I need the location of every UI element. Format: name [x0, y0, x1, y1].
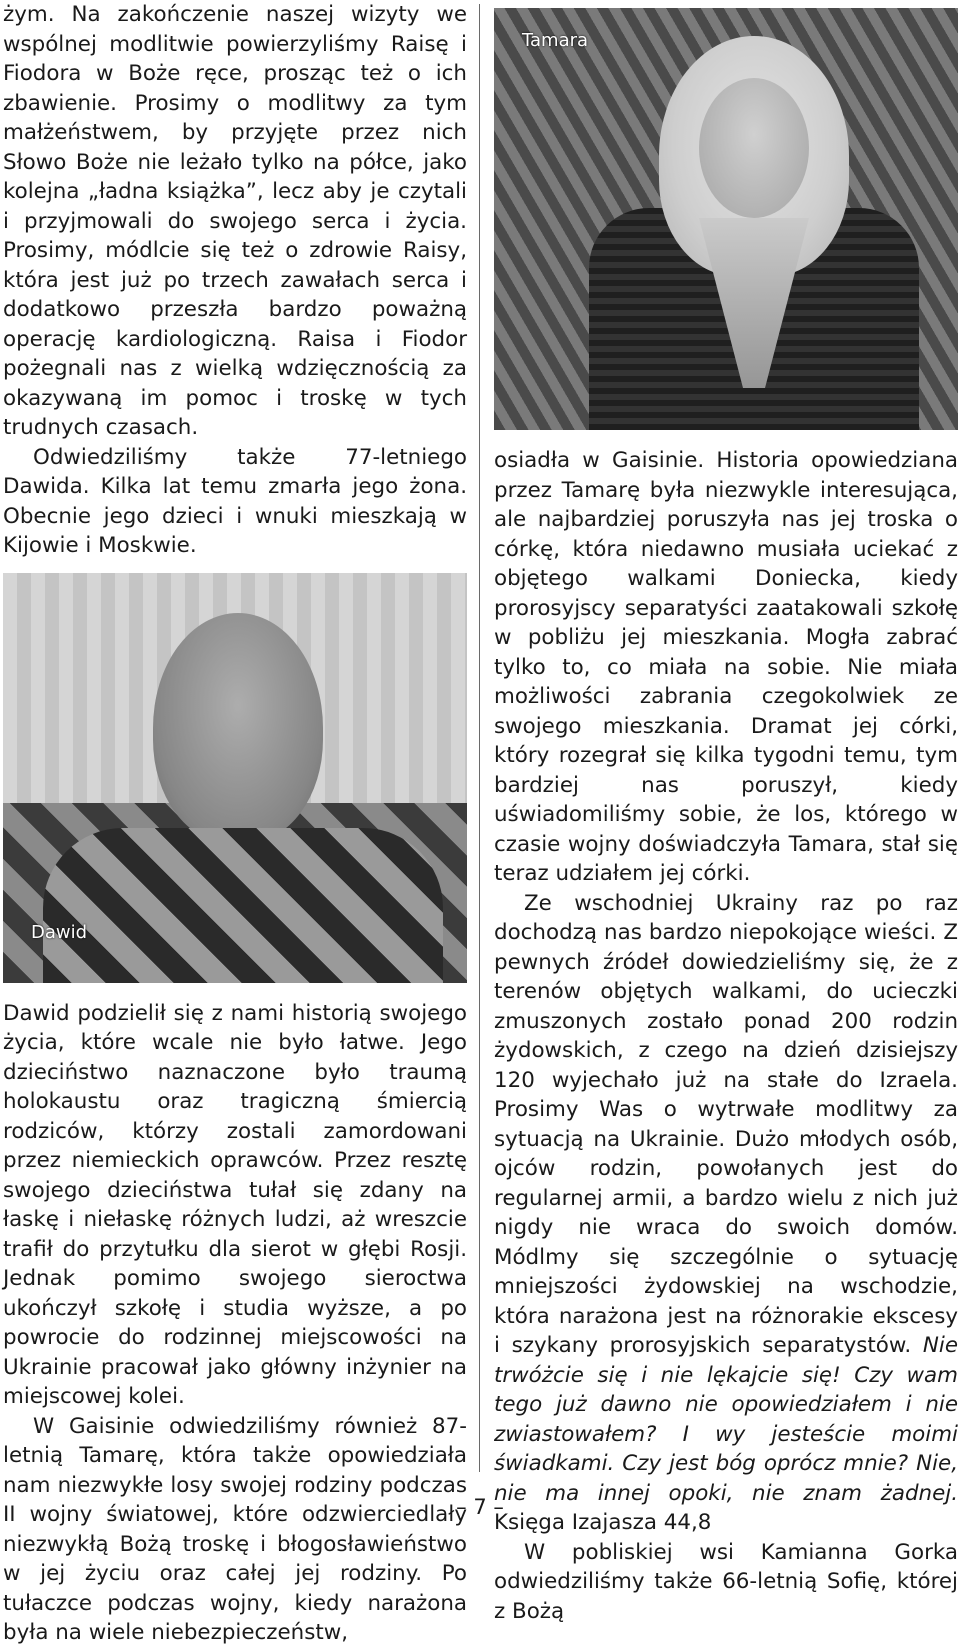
photo-portrait-sweater: [43, 828, 443, 983]
article-paragraph: osiadła w Gaisinie. Historia opowiedziana przez Tamarę była niezwykle interesująca, ale najbardziej poruszyła nas jej troska o córkę, która niedawno musiała uciekać z objętego walkami Doniecka, kiedy prorosyjscy separatyści zaatakowali szkołę w pobliżu jej mieszkania. Mogła zabrać tylko to, co miała na sobie. Nie miała możliwości zabrania czegokolwiek ze swojego mieszkania. Dramat jej córki, który rozegrał się kilka tygodni temu, tym bardziej nas poruszył, kiedy uświadomiliśmy sobie, że los, którego w czasie wojny doświadczyła Tamara, stał się teraz udziałem jej córki.: [494, 448, 958, 886]
quote-source: Księga Izajasza 44,8: [494, 1510, 712, 1535]
page-number: – 7 –: [456, 1495, 504, 1519]
photo-caption: Tamara: [522, 30, 589, 51]
article-paragraph: Dawid podzielił się z nami historią swojego życia, które wcale nie było łatwe. Jego dzieciństwo naznaczone było traumą holokaustu oraz tragiczną śmiercią rodziców, którzy zostali zamordowani przez niemieckich oprawców. Przez resztę swojego dzieciństwa tułał się zdany na łaskę i niełaskę różnych ludzi, aż wreszcie trafił do przytułku dla sierot w głębi Rosji. Jednak pomimo swojego sieroctwa ukończył szkołę i studia wyższe, a po powrocie do rodzinnej miejscowości na Ukrainie pracował jako główny inżynier na miejscowej kolei.: [3, 1000, 467, 1409]
photo-portrait-face: [699, 78, 809, 218]
bible-quote: Nie trwóżcie się i nie lękajcie się! Czy wam tego już dawno nie opowiedziałem i nie zwiastowałem? I wy jesteście moimi świadkami. Czy jest bóg oprócz mnie? Nie, nie ma innej opoki, nie znam żadnej.: [494, 1333, 958, 1506]
article-paragraph: żym. Na zakończenie naszej wizyty we wspólnej modlitwie powierzyliśmy Raisę i Fiodora w Boże ręce, prosząc też o ich zbawienie. Prosimy o modlitwy za tym małżeństwem, by przyjęte przez nich Słowo Boże nie leżało tylko na półce, jako kolejna „ładna książka”, lecz aby je czytali i przyjmowali do swojego serca i życia. Prosimy, módlcie się też o zdrowie Raisy, która jest już po trzech zawałach serca i dodatkowo przeszła bardzo poważną operację kardiologiczną. Raisa i Fiodor pożegnali nas z wielką wdzięcznością za okazywaną im pomoc i troskę w tych trudnych czasach.: [3, 2, 467, 440]
column-divider: [479, 4, 480, 1472]
article-paragraph: [494, 889, 958, 1538]
left-column: [3, 0, 467, 1648]
photo-dawid: [3, 573, 467, 983]
right-column: [494, 0, 958, 1626]
photo-caption: Dawid: [31, 921, 88, 943]
article-paragraph: W Gaisinie odwiedziliśmy również 87-letnią Tamarę, która także opowiedziała nam niezwykłe losy swojej rodziny podczas II wojny światowej, które odzwierciedlały niezwykłą Bożą troskę i błogosławieństwo w jej życiu oraz całej jej rodziny. Po tułaczce podczas wojny, kiedy narażona była na wiele niebezpieczeństw,: [3, 1413, 467, 1645]
photo-tamara: [494, 8, 958, 430]
article-paragraph: W pobliskiej wsi Kamianna Gorka odwiedziliśmy także 66-letnią Sofię, której z Bożą: [494, 1539, 958, 1624]
photo-portrait-head: [153, 613, 323, 843]
article-paragraph: Odwiedziliśmy także 77-letniego Dawida. Kilka lat temu zmarła jego żona. Obecnie jego dzieci i wnuki mieszkają w Kijowie i Moskwie.: [3, 444, 467, 558]
paragraph-text: Ze wschodniej Ukrainy raz po raz dochodzą nas bardzo niepokojące wieści. Z pewnych źródeł dowiedzieliśmy się, że z terenów objętych walkami, do ucieczki zmuszonych zostało ponad 200 rodzin żydowskich, z czego na dzień dzisiejszy 120 wyjechało już na stałe do Izraela. Prosimy Was o wytrwałe modlitwy za sytuacją na Ukrainie. Dużo młodych osób, ojców rodzin, powołanych jest do regularnej armii, a bardzo wielu z nich już nigdy nie wraca do swoich domów. Módlmy się szczególnie o sytuację mniejszości żydowskiej na wschodzie, która narażona jest na różnorakie ekscesy i szykany prorosyjskich separatystów.: [494, 890, 958, 1358]
